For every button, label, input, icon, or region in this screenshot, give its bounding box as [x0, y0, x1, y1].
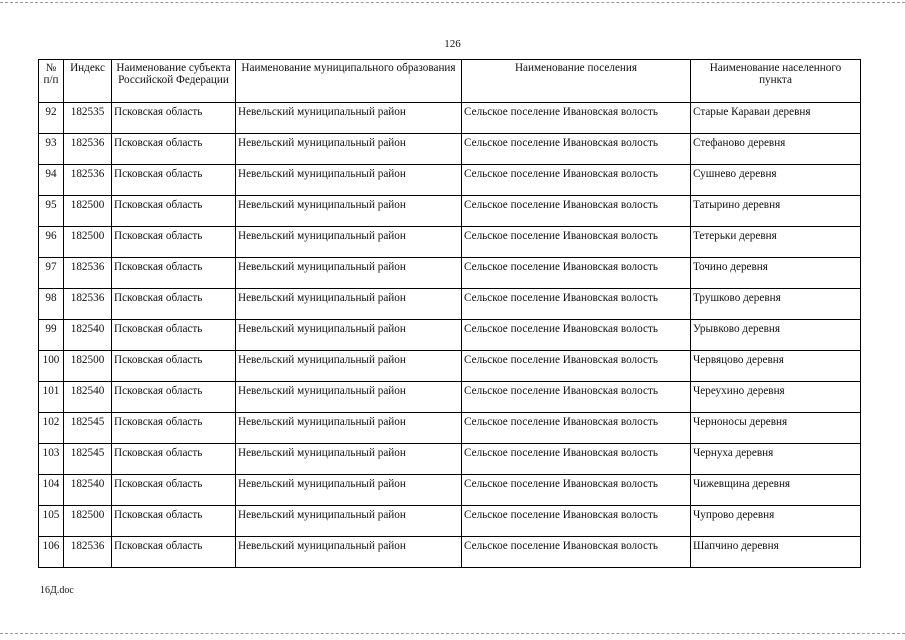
cell-locality: Чернуха деревня [691, 444, 861, 475]
table-row [39, 320, 861, 351]
cell-subject: Псковская область [112, 227, 236, 258]
cell-index: 182536 [64, 258, 112, 289]
cell-settlement: Сельское поселение Ивановская волость [462, 165, 691, 196]
table-row [39, 475, 861, 506]
cell-subject: Псковская область [112, 103, 236, 134]
cell-locality: Урывково деревня [691, 320, 861, 351]
cell-settlement: Сельское поселение Ивановская волость [462, 506, 691, 537]
table-header-row [39, 60, 861, 103]
cell-municipality: Невельский муниципальный район [236, 413, 462, 444]
cell-index: 182500 [64, 506, 112, 537]
cell-municipality: Невельский муниципальный район [236, 196, 462, 227]
cell-index: 182545 [64, 444, 112, 475]
cell-subject: Псковская область [112, 382, 236, 413]
cell-subject: Псковская область [112, 196, 236, 227]
cell-number: 101 [39, 382, 64, 413]
cell-locality: Старые Караваи деревня [691, 103, 861, 134]
cell-index: 182536 [64, 537, 112, 568]
cell-locality: Шапчино деревня [691, 537, 861, 568]
cell-settlement: Сельское поселение Ивановская волость [462, 227, 691, 258]
scan-edge-top [0, 2, 905, 3]
table-row [39, 258, 861, 289]
cell-number: 100 [39, 351, 64, 382]
table-row [39, 382, 861, 413]
cell-index: 182540 [64, 320, 112, 351]
cell-subject: Псковская область [112, 165, 236, 196]
cell-municipality: Невельский муниципальный район [236, 165, 462, 196]
cell-number: 93 [39, 134, 64, 165]
cell-municipality: Невельский муниципальный район [236, 537, 462, 568]
settlements-table [38, 59, 861, 568]
table-row [39, 196, 861, 227]
table-row [39, 506, 861, 537]
cell-locality: Трушково деревня [691, 289, 861, 320]
cell-subject: Псковская область [112, 506, 236, 537]
cell-municipality: Невельский муниципальный район [236, 134, 462, 165]
cell-number: 106 [39, 537, 64, 568]
cell-subject: Псковская область [112, 444, 236, 475]
cell-subject: Псковская область [112, 134, 236, 165]
cell-settlement: Сельское поселение Ивановская волость [462, 134, 691, 165]
cell-municipality: Невельский муниципальный район [236, 351, 462, 382]
cell-settlement: Сельское поселение Ивановская волость [462, 196, 691, 227]
cell-settlement: Сельское поселение Ивановская волость [462, 289, 691, 320]
cell-settlement: Сельское поселение Ивановская волость [462, 103, 691, 134]
table-row [39, 289, 861, 320]
cell-settlement: Сельское поселение Ивановская волость [462, 351, 691, 382]
cell-municipality: Невельский муниципальный район [236, 258, 462, 289]
header-subject: Наименование субъекта Российской Федерации [112, 60, 236, 103]
header-locality: Наименование населенного пункта [691, 60, 861, 103]
scan-edge-bottom [0, 633, 905, 634]
table-body [39, 103, 861, 568]
cell-municipality: Невельский муниципальный район [236, 444, 462, 475]
cell-municipality: Невельский муниципальный район [236, 320, 462, 351]
cell-subject: Псковская область [112, 320, 236, 351]
header-number: № п/п [39, 60, 64, 103]
cell-index: 182535 [64, 103, 112, 134]
cell-municipality: Невельский муниципальный район [236, 289, 462, 320]
cell-index: 182536 [64, 165, 112, 196]
cell-settlement: Сельское поселение Ивановская волость [462, 537, 691, 568]
cell-subject: Псковская область [112, 289, 236, 320]
cell-locality: Чупрово деревня [691, 506, 861, 537]
cell-municipality: Невельский муниципальный район [236, 475, 462, 506]
cell-municipality: Невельский муниципальный район [236, 506, 462, 537]
cell-number: 98 [39, 289, 64, 320]
cell-number: 96 [39, 227, 64, 258]
cell-locality: Червяцово деревня [691, 351, 861, 382]
table-row [39, 227, 861, 258]
header-index: Индекс [64, 60, 112, 103]
cell-index: 182540 [64, 382, 112, 413]
cell-municipality: Невельский муниципальный район [236, 103, 462, 134]
table-row [39, 103, 861, 134]
cell-number: 99 [39, 320, 64, 351]
cell-number: 105 [39, 506, 64, 537]
cell-index: 182540 [64, 475, 112, 506]
cell-number: 102 [39, 413, 64, 444]
cell-locality: Сушнево деревня [691, 165, 861, 196]
cell-locality: Тетерьки деревня [691, 227, 861, 258]
cell-index: 182545 [64, 413, 112, 444]
footer-filename: 16Д.doc [40, 585, 74, 596]
cell-municipality: Невельский муниципальный район [236, 227, 462, 258]
cell-locality: Точино деревня [691, 258, 861, 289]
page-number: 126 [444, 38, 461, 50]
cell-settlement: Сельское поселение Ивановская волость [462, 382, 691, 413]
cell-locality: Татырино деревня [691, 196, 861, 227]
cell-number: 97 [39, 258, 64, 289]
table-row [39, 413, 861, 444]
header-municipality: Наименование муниципального образования [236, 60, 462, 103]
cell-locality: Череухино деревня [691, 382, 861, 413]
cell-locality: Чижевщина деревня [691, 475, 861, 506]
cell-locality: Черноносы деревня [691, 413, 861, 444]
cell-subject: Псковская область [112, 351, 236, 382]
cell-subject: Псковская область [112, 475, 236, 506]
cell-number: 95 [39, 196, 64, 227]
cell-subject: Псковская область [112, 258, 236, 289]
table-row [39, 134, 861, 165]
cell-settlement: Сельское поселение Ивановская волость [462, 444, 691, 475]
cell-index: 182500 [64, 351, 112, 382]
cell-number: 94 [39, 165, 64, 196]
table-row [39, 444, 861, 475]
cell-index: 182536 [64, 134, 112, 165]
cell-index: 182500 [64, 227, 112, 258]
cell-settlement: Сельское поселение Ивановская волость [462, 413, 691, 444]
table-row [39, 165, 861, 196]
cell-settlement: Сельское поселение Ивановская волость [462, 320, 691, 351]
cell-subject: Псковская область [112, 413, 236, 444]
cell-settlement: Сельское поселение Ивановская волость [462, 258, 691, 289]
cell-settlement: Сельское поселение Ивановская волость [462, 475, 691, 506]
table-row [39, 537, 861, 568]
header-settlement: Наименование поселения [462, 60, 691, 103]
table-row [39, 351, 861, 382]
cell-number: 103 [39, 444, 64, 475]
cell-index: 182500 [64, 196, 112, 227]
cell-subject: Псковская область [112, 537, 236, 568]
cell-number: 104 [39, 475, 64, 506]
cell-municipality: Невельский муниципальный район [236, 382, 462, 413]
cell-locality: Стефаново деревня [691, 134, 861, 165]
cell-number: 92 [39, 103, 64, 134]
cell-index: 182536 [64, 289, 112, 320]
